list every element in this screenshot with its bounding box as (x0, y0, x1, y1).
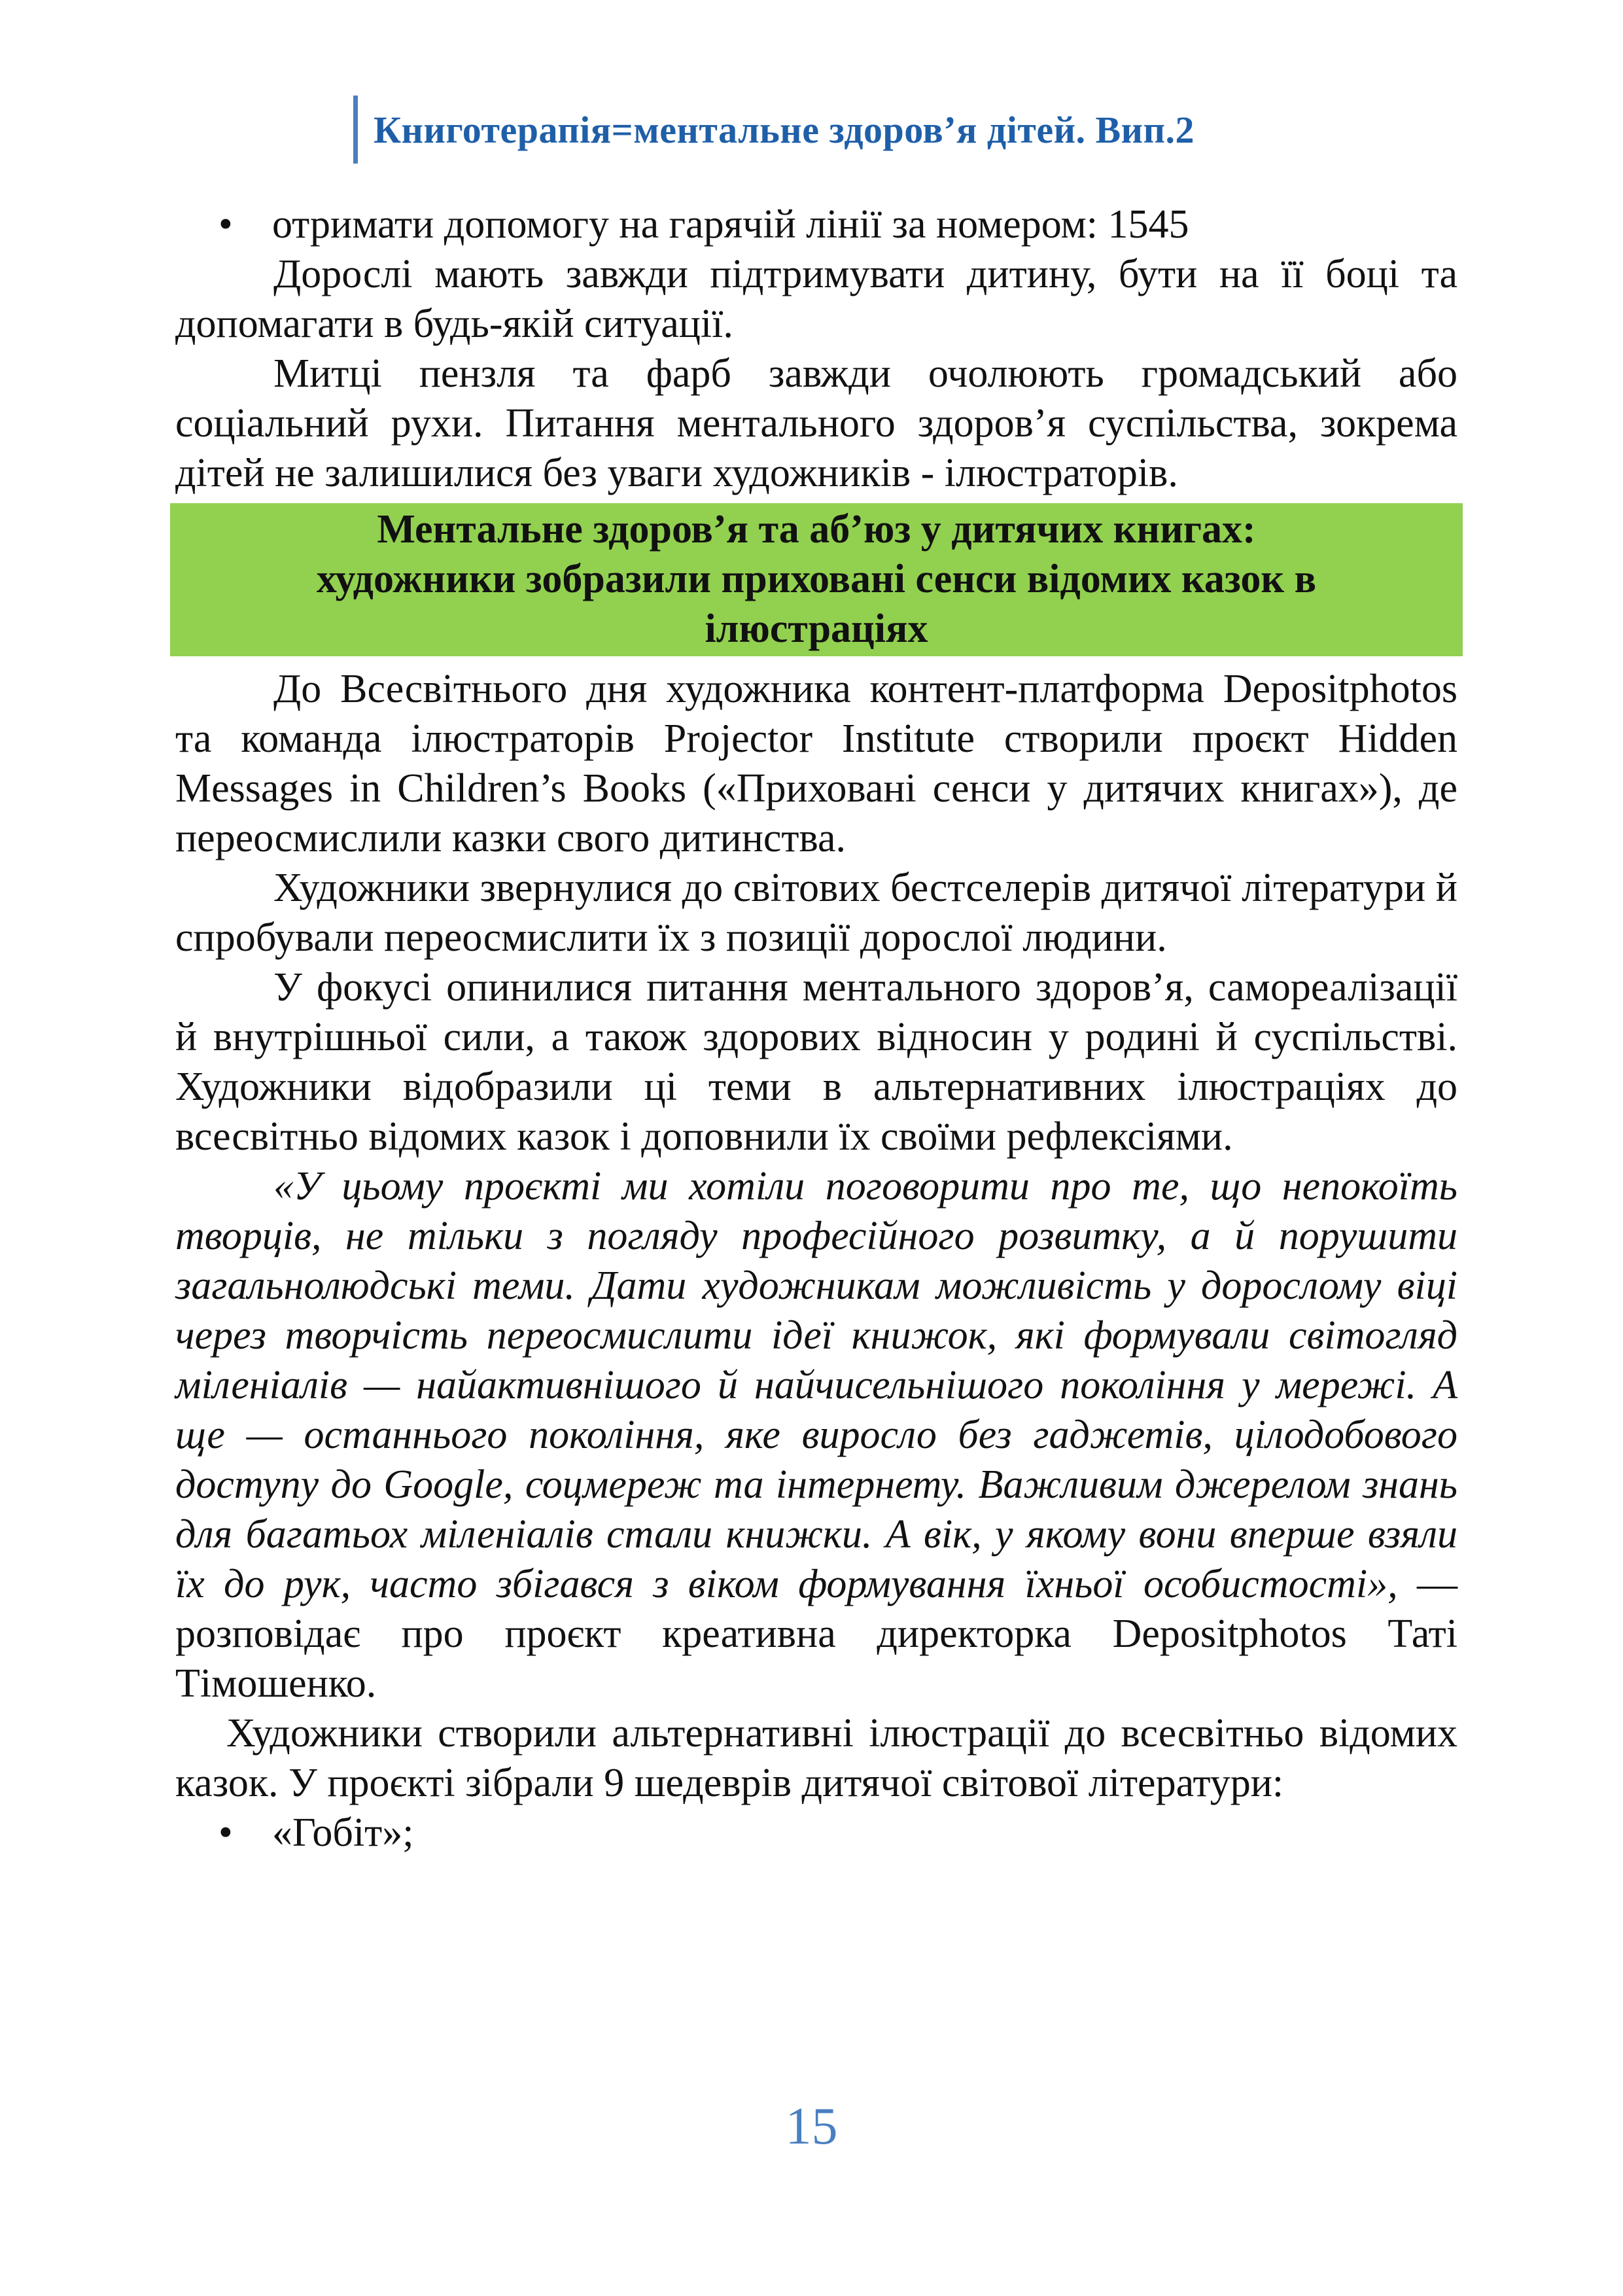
quote-paragraph (175, 1161, 1457, 1708)
quote-attribution: — розповідає про проєкт креативна директорка Depositphotos Таті Тімошенко. (175, 1562, 1457, 1706)
paragraph: Дорослі мають завжди підтримувати дитину, бути на її боці та допомагати в будь-якій ситуації. (175, 252, 1457, 346)
paragraph: Художники звернулися до світових бестселерів дитячої літератури й спробували переосмислити їх з позиції дорослої людини. (175, 866, 1457, 960)
paragraph: До Всесвітнього дня художника контент-платформа Depositphotos та команда ілюстраторів Projector Institute створили проєкт Hidden Messages in Children’s Books («Приховані сенси у дитячих книгах»), де переосмислили казки свого дитинства. (175, 667, 1457, 860)
bullet-text: «Гобіт»; (272, 1810, 414, 1855)
page-content (175, 200, 1457, 1858)
running-header (353, 96, 1195, 164)
paragraph: Художники створили альтернативні ілюстрації до всесвітньо відомих казок. У проєкті зібрали 9 шедеврів дитячої світової літератури: (175, 1711, 1457, 1805)
section-heading-line: ілюстраціях (705, 607, 928, 651)
page-number: 15 (785, 2098, 838, 2155)
bullet-item (175, 1808, 1457, 1858)
bullet-text: отримати допомогу на гарячій лінії за номером: 1545 (272, 202, 1189, 247)
bullet-dot-icon: • (218, 1810, 233, 1855)
section-heading-box (170, 503, 1463, 656)
bullet-dot-icon: • (218, 202, 233, 247)
section-heading-line: художники зобразили приховані сенси відомих казок в (316, 557, 1317, 601)
header-title: Книготерапія=ментальне здоров’я дітей. Вип.2 (374, 108, 1195, 151)
section-heading-line: Ментальне здоров’я та аб’юз у дитячих книгах: (377, 507, 1256, 552)
quote-text: «У цьому проєкті ми хотіли поговорити про те, що непокоїть творців, не тільки з погляду професійного розвитку, а й порушити загальнолюдські теми. Дати художникам можливість у дорослому віці через творчість переосмислити ідеї книжок, які формували світогляд міленіалів — найактивнішого й найчисельнішого покоління у мережі. А ще — останнього покоління, яке виросло без гаджетів, цілодобового доступу до Google, соцмереж та інтернету. Важливим джерелом знань для багатьох міленіалів стали книжки. А вік, у якому вони вперше взяли їх до рук, часто збігався з віком формування їхньої особистості», (175, 1164, 1457, 1606)
bullet-item (175, 200, 1457, 249)
paragraph: Митці пензля та фарб завжди очолюють громадський або соціальний рухи. Питання ментального здоров’я суспільства, зокрема дітей не залишилися без уваги художників - ілюстраторів. (175, 351, 1457, 495)
paragraph: У фокусі опинилися питання ментального здоров’я, самореалізації й внутрішньої сили, а також здорових відносин у родині й суспільстві. Художники відобразили ці теми в альтернативних ілюстраціях до всесвітньо відомих казок і доповнили їх своїми рефлексіями. (175, 965, 1457, 1159)
